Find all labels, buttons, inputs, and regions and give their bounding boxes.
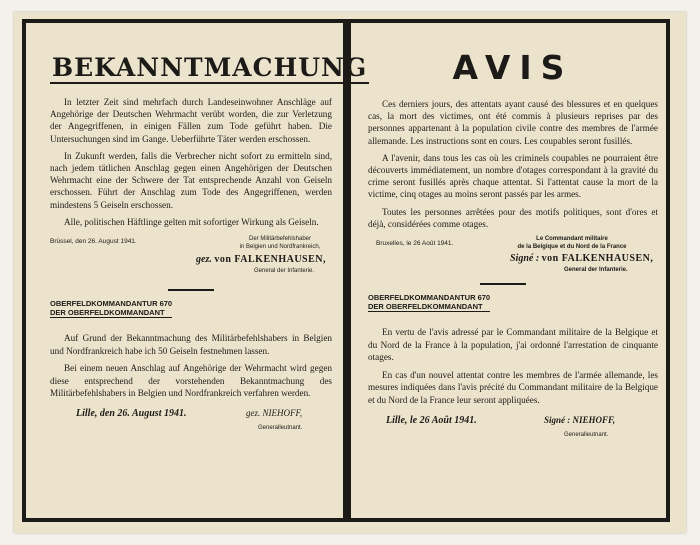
german-paragraph: Alle, politischen Häftlinge gelten mit sofortiger Wirkung als Geiseln. [64,216,319,227]
place-date: Brüssel, den 26. August 1941. [50,238,137,246]
french-paragraph: En vertu de l'avis adressé par le Commandant militaire de la Belgique et du Nord de la France à la population, j'ai ordonné l'arrestation de cinquante otages. [368,327,658,363]
column-divider [343,19,351,522]
german-paragraph: Bei einem neuen Anschlag auf Angehörige der Wehrmacht wird gegen diese entsprechend der vorstehenden Bekanntmachung des Militärbefehlshabers in Belgien und Nordfrankreich verfahren werden. [50,363,332,399]
signatory-title: Le Commandant militaire de la Belgique et du Nord de la France [517,236,627,251]
german-paragraph: In letzter Zeit sind mehrfach durch Landeseinwohner Anschläge auf Angehörige der Deutschen Wehrmacht verübt worden, die zur Verletzung der Angegriffenen, in einigen Fällen zum Tode geführt haben. Die Untersuchungen sind im Gange. Ueberführte Täter werden erschossen. [50,97,332,144]
french-command-order [368,326,658,407]
footer-date: Lille, den 26. August 1941. [76,408,187,419]
german-column [50,30,368,440]
signatory-title: Der Militärbefehlshaber in Belgien und Nordfrankreich, [239,236,321,251]
french-title: AVIS [452,48,574,87]
footer-signature: Signé : NIEHOFF, [544,414,616,425]
footer-date: Lille, le 26 Août 1941. [386,414,477,426]
german-paragraph: In Zukunft werden, falls die Verbrecher nicht sofort zu ermitteln sind, nach jedem tätlichen Anschlag gegen einen Angehörigen der Deutschen Wehrmacht eine der Schwere der Tat entsprechende Anzahl von Geiseln erschossen. Führt der Anschlag zum Tode des Angegriffenen, werden mindestens 5 Geiseln erschossen. [50,150,332,210]
french-column [368,30,658,447]
french-paragraph: A l'avenir, dans tous les cas où les criminels coupables ne pourraient être découverts immédiatement, un nombre d'otages correspondant à la gravité du crime seront fusillés après chaque attentat. Si l'attentat cause la mort de la victime, cinq otages au moins seront passés par les armes. [368,152,658,200]
command-heading: OBERFELDKOMMANDANTUR 670 DER OBERFELDKOMMANDANT [368,293,491,312]
footer-signature: gez. NIEHOFF, [246,408,303,418]
german-announcement [50,96,332,228]
german-paragraph: Auf Grund der Bekanntmachung des Militärbefehlshabers in Belgien und Nordfrankreich habe ich 50 Geiseln festnehmen lassen. [50,333,332,356]
footer-rank: Generalleutnant. [258,425,303,431]
section-rule [168,289,214,291]
french-paragraph: En cas d'un nouvel attentat contre les membres de l'armée allemande, les mesures indiquées dans l'avis précité du Commandant militaire de la Belgique et du Nord de la France leur seront appliquées. [368,369,658,405]
german-command-order [50,332,332,400]
command-heading: OBERFELDKOMMANDANTUR 670 DER OBERFELDKOMMANDANT [50,299,173,318]
german-signature-block [50,233,332,289]
signatory-rank: General der Infanterie. [564,267,628,274]
german-footer [50,408,332,440]
french-signature-block [368,235,658,291]
french-announcement [368,98,658,230]
signature: Signé : von FALKENHAUSEN, [510,253,654,265]
french-paragraph: Toutes les personnes arrêtées pour des motifs politiques, sont d'ores et déjà, considérées comme otages. [368,206,658,229]
german-title: BEKANNTMACHUNG [52,53,368,82]
signatory-rank: General der Infanterie. [254,268,315,275]
french-footer [368,415,658,447]
footer-rank: Generalleutnant. [564,431,609,438]
french-paragraph: Ces derniers jours, des attentats ayant causé des blessures et en quelques cas, la mort des victimes, ont été commis à plusieurs reprises par des personnes appartenant à la population civile contre des membres de l'armée allemande. Les instructions sont en cours. Les coupables seront fusillés. [368,99,658,146]
signature: gez. von FALKENHAUSEN, [196,254,327,266]
place-date: Bruxelles, le 26 Août 1941. [376,240,454,248]
